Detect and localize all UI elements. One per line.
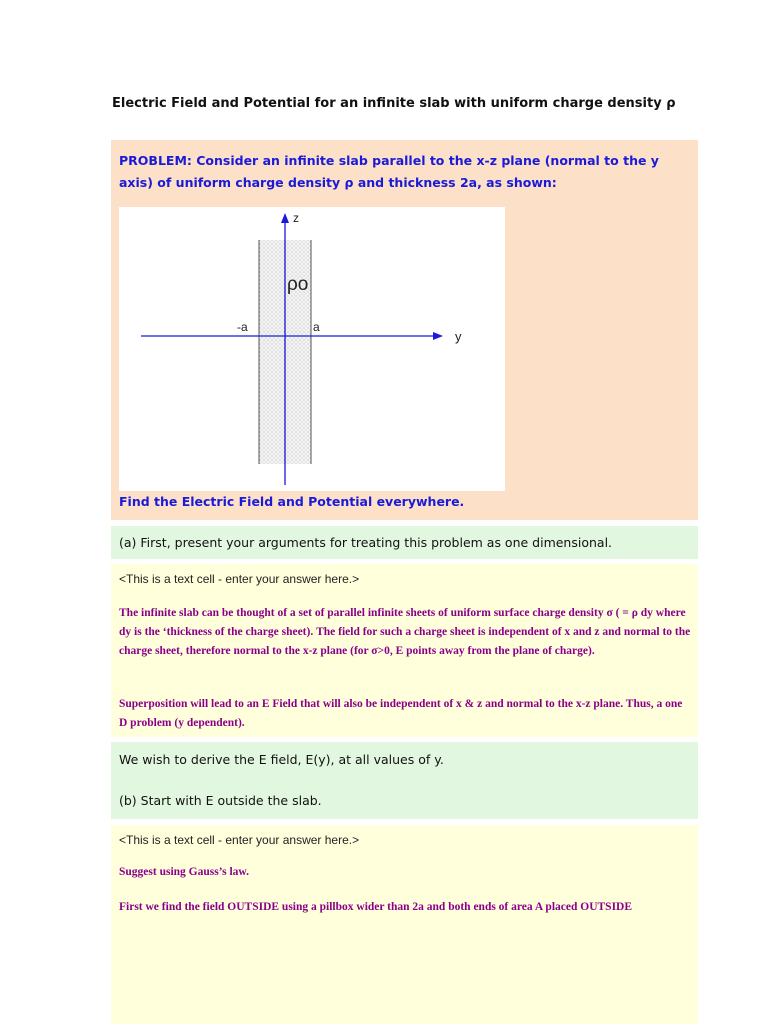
z-axis-arrow (281, 213, 289, 223)
find-instruction: Find the Electric Field and Potential everywhere. (119, 494, 465, 509)
part-b-prompt: (b) Start with E outside the slab. (119, 793, 322, 808)
part-a-answer-paragraph-2: Superposition will lead to an E Field that will also be independent of x & z and normal to the x-z plane. Thus, a one D problem (y dependent). (119, 698, 683, 729)
part-a-placeholder: <This is a text cell - enter your answer here.> (119, 572, 360, 586)
problem-text: Consider an infinite slab parallel to the x-z plane (normal to the y axis) of uniform charge density ρ and thickness 2a, as shown: (119, 153, 659, 190)
problem-statement (119, 150, 691, 194)
pos-a-label: a (313, 320, 320, 334)
part-b-answer-cell[interactable] (111, 825, 698, 1024)
slab-diagram (119, 207, 505, 491)
neg-a-label: -a (237, 320, 248, 334)
part-a-answer-paragraph-1: The infinite slab can be thought of a set of parallel infinite sheets of uniform surface charge density σ ( = ρ dy where dy is the ‘thickness of the charge sheet). The field for such a charge sheet is independent of x and z and normal to the charge sheet, therefore normal to the x-z plane (for σ>0, E points away from the plane of charge). (119, 607, 691, 657)
part-b-answer-paragraph-1: Suggest using Gauss’s law. (119, 866, 249, 878)
problem-cell[interactable] (111, 140, 698, 520)
page-title: Electric Field and Potential for an infinite slab with uniform charge density ρ (112, 96, 676, 111)
rho-label: ρo (287, 274, 309, 295)
part-b-answer-paragraph-2: First we find the field OUTSIDE using a pillbox wider than 2a and both ends of area A placed OUTSIDE (119, 901, 633, 913)
part-b-prompt-cell[interactable] (111, 742, 698, 819)
problem-label: PROBLEM: (119, 153, 192, 168)
part-a-prompt-cell[interactable] (111, 526, 698, 559)
part-a-prompt: (a) First, present your arguments for treating this problem as one dimensional. (119, 535, 613, 550)
z-axis-label: z (293, 211, 299, 225)
slab-diagram-svg (119, 207, 505, 491)
part-b-placeholder: <This is a text cell - enter your answer here.> (119, 833, 360, 847)
y-axis-label: y (455, 329, 462, 344)
part-a-answer-cell[interactable] (111, 564, 698, 737)
part-b-intro: We wish to derive the E field, E(y), at all values of y. (119, 752, 444, 767)
y-axis-arrow (433, 332, 443, 340)
